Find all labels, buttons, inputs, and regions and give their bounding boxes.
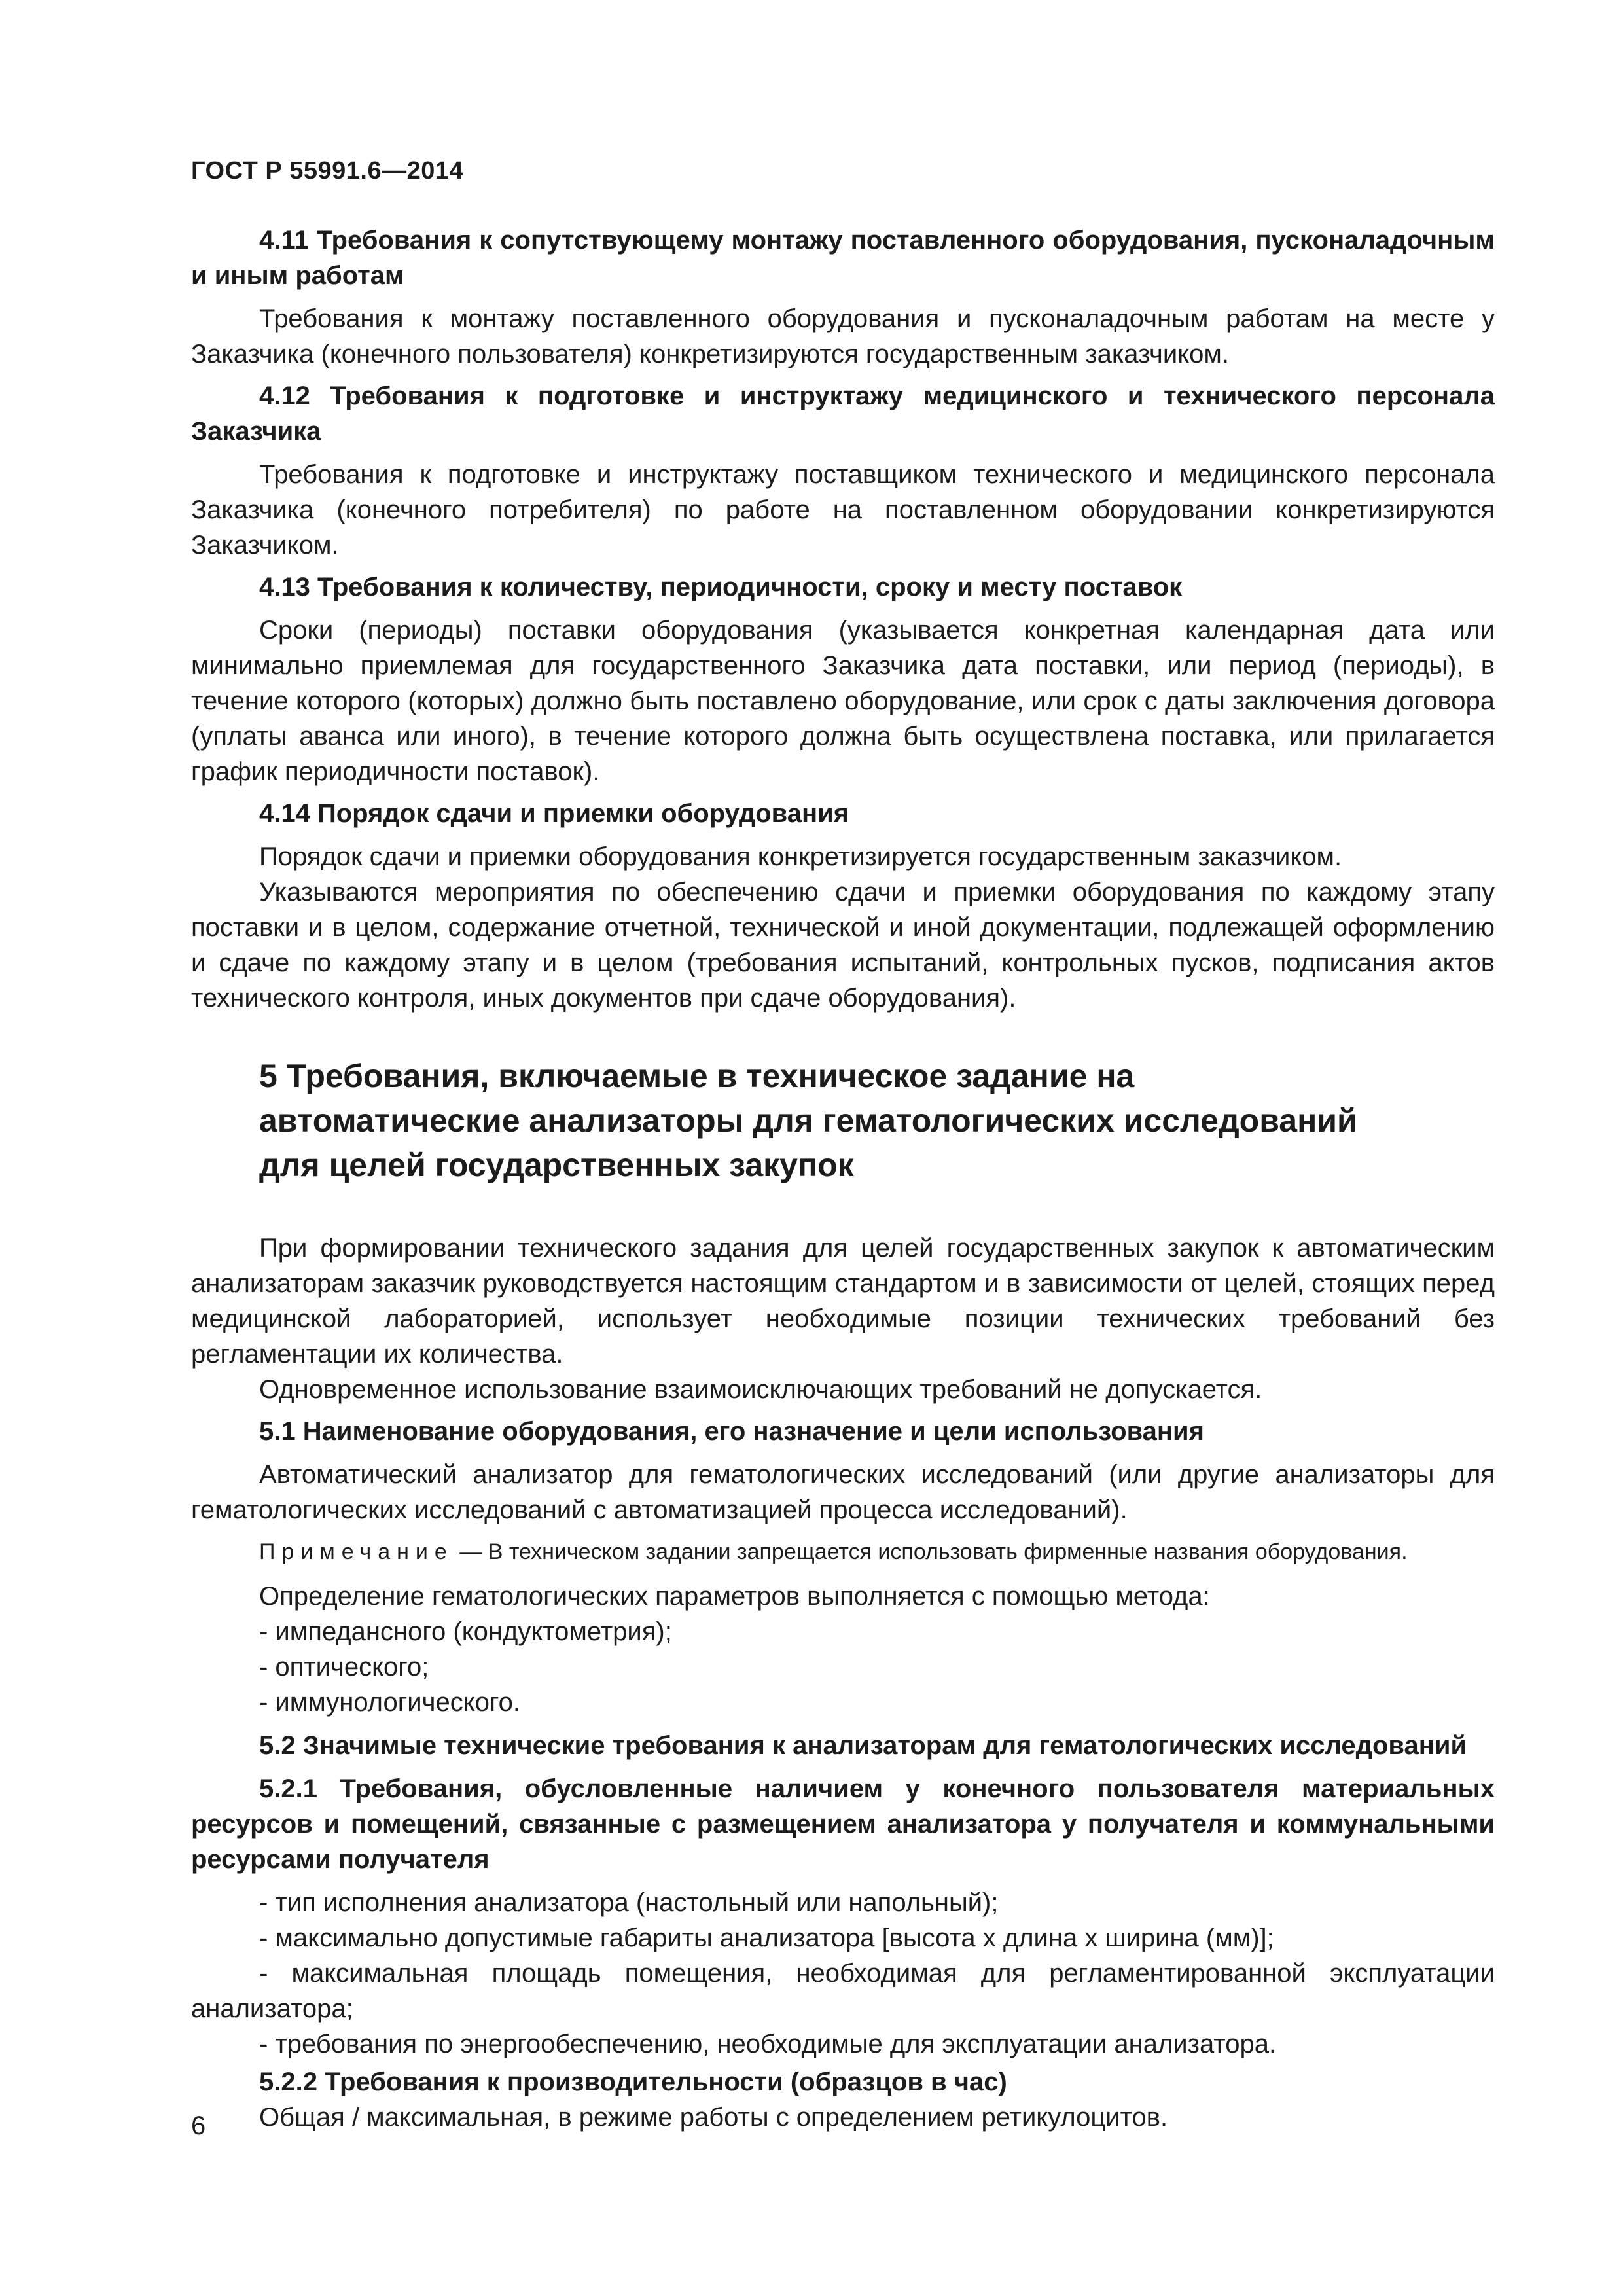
- requirement-list-item: - максимально допустимые габариты анализатора [высота х длина х ширина (мм)];: [259, 1924, 1274, 1952]
- method-list-item: - импедансного (кондуктометрия);: [259, 1617, 672, 1646]
- section-4-12-heading: 4.12 Требования к подготовке и инструктажу медицинского и технического персонала Заказчика: [191, 382, 1495, 446]
- section-5-paragraph-2: Одновременное использование взаимоисключающих требований не допускается.: [259, 1375, 1262, 1404]
- note: [191, 1537, 1495, 1567]
- section-5-2-1-heading: 5.2.1 Требования, обусловленные наличием у конечного пользователя материальных ресурсов и помещений, связанные с размещением анализатора у получателя и коммунальными ресурсами получателя: [191, 1774, 1495, 1874]
- section-4-13-paragraph: Сроки (периоды) поставки оборудования (указывается конкретная календарная дата или минимально приемлемая для государственного Заказчика дата поставки, или период (периоды), в течение которого (которых) должно быть поставлено оборудование, или срок с даты заключения договора (уплаты аванса или иного), в течение которого должна быть осуществлена поставка, или прилагается график периодичности поставок).: [191, 616, 1495, 786]
- requirement-list-item: - тип исполнения анализатора (настольный или напольный);: [259, 1888, 999, 1917]
- section-5-1-paragraph-2: Определение гематологических параметров выполняется с помощью метода:: [259, 1582, 1210, 1611]
- section-4-14-paragraph-2: Указываются мероприятия по обеспечению сдачи и приемки оборудования по каждому этапу поставки и в целом, содержание отчетной, технической и иной документации, подлежащей оформлению и сдаче по каждому этапу и в целом (требования испытаний, контрольных пусков, подписания актов технического контроля, иных документов при сдаче оборудования).: [191, 878, 1495, 1013]
- section-4-14-paragraph-1: Порядок сдачи и приемки оборудования конкретизируется государственным заказчиком.: [259, 842, 1342, 871]
- section-5-1-paragraph-1: Автоматический анализатор для гематологических исследований (или другие анализаторы для гематологических исследований с автоматизацией процесса исследований).: [191, 1460, 1495, 1524]
- method-list-item: - оптического;: [259, 1653, 429, 1681]
- standard-header: ГОСТ Р 55991.6—2014: [191, 157, 464, 185]
- method-list-item: - иммунологического.: [259, 1688, 521, 1717]
- section-4-13-heading: 4.13 Требования к количеству, периодичности, сроку и месту поставок: [259, 573, 1183, 601]
- section-4-11-paragraph: Требования к монтажу поставленного оборудования и пусконаладочным работам на месте у Заказчика (конечного пользователя) конкретизируются государственным заказчиком.: [191, 304, 1495, 368]
- section-4-11-heading: 4.11 Требования к сопутствующему монтажу поставленного оборудования, пусконаладочным и иным работам: [191, 226, 1495, 290]
- document-body: [191, 223, 1495, 2142]
- requirement-list-item: - максимальная площадь помещения, необходимая для регламентированной эксплуатации анализатора;: [191, 1959, 1495, 2023]
- section-5-2-2-heading: 5.2.2 Требования к производительности (образцов в час): [259, 2068, 1007, 2096]
- section-5-1-heading: 5.1 Наименование оборудования, его назначение и цели использования: [259, 1417, 1204, 1446]
- section-4-12-paragraph: Требования к подготовке и инструктажу поставщиком технического и медицинского персонала Заказчика (конечного потребителя) по работе на поставленном оборудовании конкретизируются Заказчиком.: [191, 460, 1495, 560]
- requirement-list-item: - требования по энергообеспечению, необходимые для эксплуатации анализатора.: [259, 2030, 1277, 2058]
- section-4-14-heading: 4.14 Порядок сдачи и приемки оборудования: [259, 799, 849, 828]
- note-text: — В техническом задании запрещается использовать фирменные названия оборудования.: [453, 1539, 1408, 1564]
- note-label: Примечание: [259, 1539, 454, 1564]
- section-5-paragraph-1: При формировании технического задания для целей государственных закупок к автоматическим анализаторам заказчик руководствуется настоящим стандартом и в зависимости от целей, стоящих перед медицинской лабораторией, использует необходимые позиции технических требований без регламентации их количества.: [191, 1234, 1495, 1369]
- page-number: 6: [191, 2111, 206, 2140]
- section-5-2-2-paragraph: Общая / максимальная, в режиме работы с определением ретикулоцитов.: [259, 2103, 1168, 2132]
- section-5-heading: 5 Требования, включаемые в техническое задание на автоматические анализаторы для гематологических исследований для целей государственных закупок: [259, 1058, 1357, 1183]
- section-5-2-heading: 5.2 Значимые технические требования к анализаторам для гематологических исследований: [259, 1731, 1467, 1760]
